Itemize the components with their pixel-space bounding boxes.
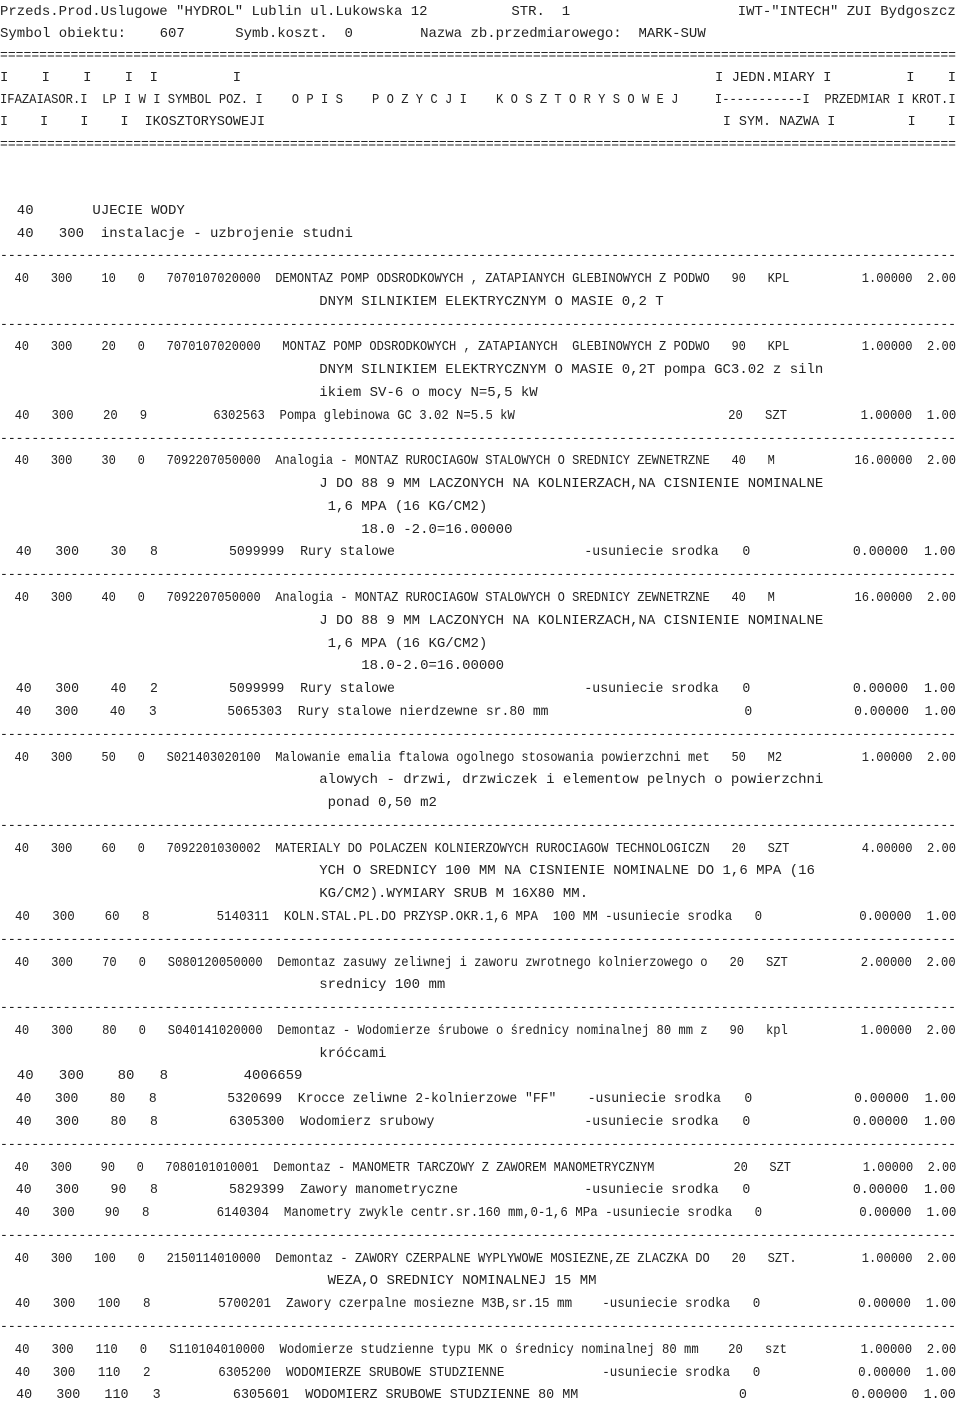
position-line: 40 300 80 0 S040141020000 Demontaz - Wodomierze śrubowe o średnicy nominalnej 80 mm z 90 kpl 1.00000 2.00 [0, 1022, 956, 1039]
material-line: 40 300 80 8 4006659 [0, 1068, 303, 1085]
cont-line: króćcami [0, 1045, 387, 1062]
cont-line: WEZA,O SREDNICY NOMINALNEJ 15 MM [0, 1273, 597, 1290]
material-line: 40 300 110 2 6305200 WODOMIERZE SRUBOWE STUDZIENNE -usuniecie srodka 0 0.00000 1.00 [0, 1364, 957, 1381]
material-line: 40 300 100 8 5700201 Zawory czerpalne mosiezne M3B,sr.15 mm -usuniecie srodka 0 0.00000 1.00 [0, 1296, 957, 1313]
position-line: 40 300 10 0 7070107020000 DEMONTAZ POMP ODSRODKOWYCH , ZATAPIANYCH GLEBINOWYCH Z PODWO 90 KPL 1.00000 2.00 [0, 271, 956, 288]
group-line: 40 300 instalacje - uzbrojenie studni [0, 225, 353, 242]
cont-line: J DO 88 9 MM LACZONYCH NA KOLNIERZACH,NA CISNIENIE NOMINALNE [0, 612, 824, 629]
material-line: 40 300 40 2 5099999 Rury stalowe -usuniecie srodka 0 0.00000 1.00 [0, 681, 956, 698]
separator-line: -------------------------------------------------------------------------------------------------------------------------- [0, 1000, 956, 1017]
cont-line: KG/CM2).WYMIARY SRUB M 16X80 MM. [0, 886, 589, 903]
calc-line: 18.0 -2.0=16.00000 [0, 521, 513, 538]
position-line: 40 300 50 0 S021403020100 Malowanie emalia ftalowa ogolnego stosowania powierzchni met 50 M2 1.00000 2.00 [0, 749, 956, 766]
separator-line: -------------------------------------------------------------------------------------------------------------------------- [0, 726, 956, 743]
position-line: 40 300 60 0 7092201030002 MATERIALY DO POLACZEN KOLNIERZOWYCH RUROCIAGOW TECHNOLOGICZN 20 SZT 4.00000 2.00 [0, 840, 956, 857]
position-line: 40 300 30 0 7092207050000 Analogia - MONTAZ RUROCIAGOW STALOWYCH O SREDNICY ZEWNETRZNE 40 M 16.00000 2.00 [0, 453, 956, 470]
cont-line: alowych - drzwi, drzwiczek i elementow pelnych o powierzchni [0, 772, 824, 789]
cont-line: srednicy 100 mm [0, 977, 446, 994]
material-line: 40 300 30 8 5099999 Rury stalowe -usuniecie srodka 0 0.00000 1.00 [0, 544, 956, 561]
separator-line: -------------------------------------------------------------------------------------------------------------------------- [0, 316, 956, 333]
header-col-row-3-line: I I I I IKOSZTORYSOWEJI I SYM. NAZWA I I I [0, 114, 956, 131]
header-rule-line: ========================================================================================================================== [0, 136, 956, 153]
header-object-line: Symbol obiektu: 607 Symb.koszt. 0 Nazwa zb.przedmiarowego: MARK-SUW [0, 26, 706, 43]
separator-line: -------------------------------------------------------------------------------------------------------------------------- [0, 1319, 956, 1336]
material-line: 40 300 80 8 5320699 Krocce zeliwne 2-kolnierzowe "FF" -usuniecie srodka 0 0.00000 1.00 [0, 1091, 956, 1108]
material-line: 40 300 20 9 6302563 Pompa glebinowa GC 3.02 N=5.5 kW 20 SZT 1.00000 1.00 [0, 407, 957, 424]
group-line: 40 UJECIE WODY [0, 202, 185, 219]
position-line: 40 300 70 0 S080120050000 Demontaz zasuwy zeliwnej i zaworu zwrotnego kolnierzowego o 20 SZT 2.00000 2.00 [0, 954, 956, 971]
material-line: 40 300 110 3 6305601 WODOMIERZ SRUBOWE STUDZIENNE 80 MM 0 0.00000 1.00 [0, 1387, 956, 1404]
material-line: 40 300 80 8 6305300 Wodomierz srubowy -usuniecie srodka 0 0.00000 1.00 [0, 1114, 956, 1130]
cont-line: 1,6 MPA (16 KG/CM2) [0, 635, 488, 652]
material-line: 40 300 60 8 5140311 KOLN.STAL.PL.DO PRZYSP.OKR.1,6 MPA 100 MM -usuniecie srodka 0 0.00000 1.00 [0, 908, 957, 925]
separator-line: -------------------------------------------------------------------------------------------------------------------------- [0, 248, 956, 265]
cont-line: DNYM SILNIKIEM ELEKTRYCZNYM O MASIE 0,2 T [0, 293, 664, 310]
cont-line: ponad 0,50 m2 [0, 795, 437, 812]
header-rule-line: ========================================================================================================================== [0, 48, 956, 65]
separator-line: -------------------------------------------------------------------------------------------------------------------------- [0, 817, 956, 834]
position-line: 40 300 110 0 S110104010000 Wodomierze studzienne typu MK o średnicy nominalnej 80 mm 20 szt 1.00000 2.00 [0, 1341, 957, 1358]
header-col-row-1-line: I I I I I I I JEDN.MIARY I I I [0, 70, 957, 87]
separator-line: -------------------------------------------------------------------------------------------------------------------------- [0, 1136, 956, 1153]
cont-line: DNYM SILNIKIEM ELEKTRYCZNYM O MASIE 0,2T pompa GC3.02 z siln [0, 362, 824, 379]
material-line: 40 300 40 3 5065303 Rury stalowe nierdzewne sr.80 mm 0 0.00000 1.00 [0, 703, 956, 720]
cont-line: 1,6 MPA (16 KG/CM2) [0, 498, 488, 515]
material-line: 40 300 90 8 5829399 Zawory manometryczne -usuniecie srodka 0 0.00000 1.00 [0, 1182, 956, 1199]
position-line: 40 300 90 0 7080101010001 Demontaz - MANOMETR TARCZOWY Z ZAWOREM MANOMETRYCZNYM 20 SZT 1.00000 2.00 [0, 1159, 957, 1176]
cont-line: YCH O SREDNICY 100 MM NA CISNIENIE NOMINALNE DO 1,6 MPA (16 [0, 863, 815, 880]
separator-line: -------------------------------------------------------------------------------------------------------------------------- [0, 931, 956, 948]
material-line: 40 300 90 8 6140304 Manometry zwykle centr.sr.160 mm,0-1,6 MPa -usuniecie srodka 0 0.00000 1.00 [0, 1205, 957, 1222]
separator-line: -------------------------------------------------------------------------------------------------------------------------- [0, 430, 956, 447]
separator-line: -------------------------------------------------------------------------------------------------------------------------- [0, 1227, 956, 1244]
position-line: 40 300 20 0 7070107020000 MONTAZ POMP ODSRODKOWYCH , ZATAPIANYCH GLEBINOWYCH Z PODWO 90 KPL 1.00000 2.00 [0, 339, 956, 356]
separator-line: -------------------------------------------------------------------------------------------------------------------------- [0, 567, 956, 584]
cont-line: ikiem SV-6 o mocy N=5,5 kW [0, 385, 538, 402]
calc-line: 18.0-2.0=16.00000 [0, 658, 505, 675]
header-col-row-2-line: IFAZAIASOR.I LP I W I SYMBOL POZ. I O P I S P O Z Y C J I K O S Z T O R Y S O W E J I-----------I PRZEDMIAR I KROT.I [0, 92, 956, 109]
position-line: 40 300 40 0 7092207050000 Analogia - MONTAZ RUROCIAGOW STALOWYCH O SREDNICY ZEWNETRZNE 40 M 16.00000 2.00 [0, 590, 956, 607]
position-line: 40 300 100 0 2150114010000 Demontaz - ZAWORY CZERPALNE WYPLYWOWE MOSIEZNE,ZE ZLACZKA DO 20 SZT. 1.00000 2.00 [0, 1250, 956, 1267]
cont-line: J DO 88 9 MM LACZONYCH NA KOLNIERZACH,NA CISNIENIE NOMINALNE [0, 476, 824, 493]
header-company-line: Przeds.Prod.Uslugowe "HYDROL" Lublin ul.Lukowska 12 STR. 1 IWT-"INTECH" ZUI Bydgoszcz [0, 3, 956, 20]
